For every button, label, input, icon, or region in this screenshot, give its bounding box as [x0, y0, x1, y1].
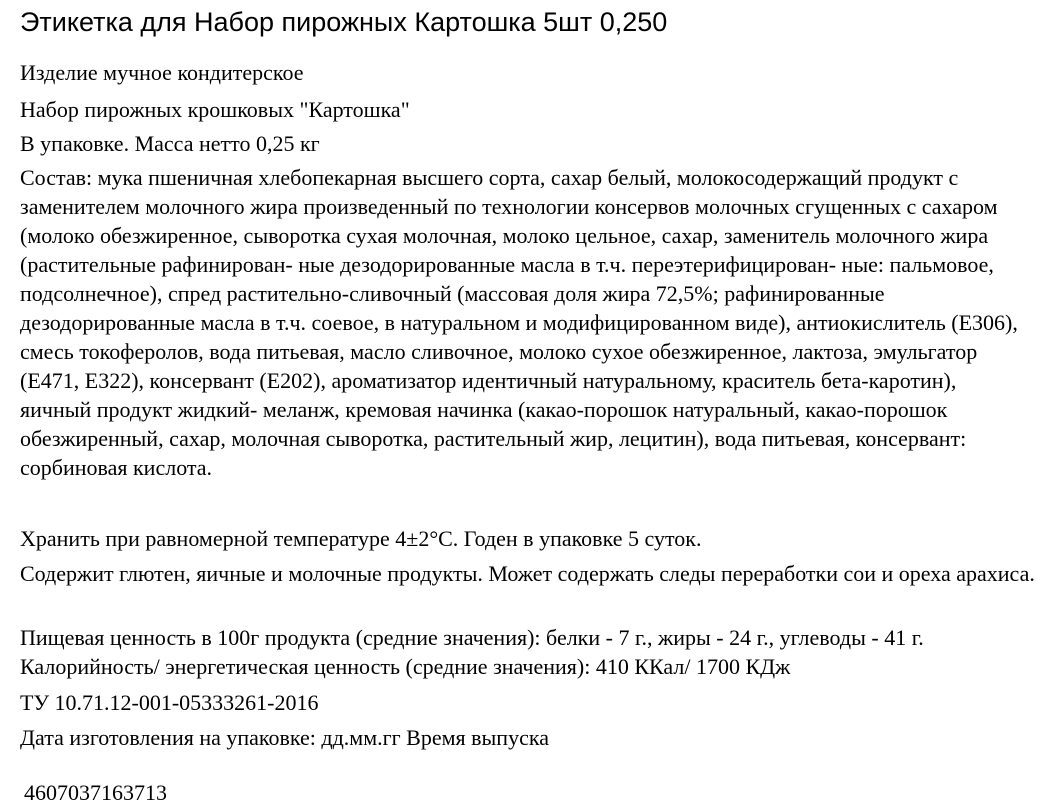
- label-title: Этикетка для Набор пирожных Картошка 5шт 0,250: [20, 7, 668, 37]
- product-name: Набор пирожных крошковых "Картошка": [20, 97, 410, 122]
- label-document: [20, 0, 1038, 805]
- product-type: Изделие мучное кондитерское: [20, 60, 304, 85]
- package-weight: В упаковке. Масса нетто 0,25 кг: [20, 131, 320, 156]
- nutrition-facts: Пищевая ценность в 100г продукта (средние значения): белки - 7 г., жиры - 24 г., углеводы - 41 г. Калорийность/ энергетическая ценность (средние значения): 410 ККал/ 1700 КДж: [20, 625, 924, 679]
- barcode-number: 4607037163713: [24, 780, 167, 805]
- composition-text: Состав: мука пшеничная хлебопекарная высшего сорта, сахар белый, молокосодержащий продукт с заменителем молочного жира произведенный по технологии консервов молочных сгущенных с сахаром (молоко обезжиренное, сыворотка сухая молочная, молоко цельное, сахар, заменитель молочного жира (растительные рафинирован- ные дезодорированные масла в т.ч. переэтерифицирован- ные: пальмовое, подсолнечное), спред растительно-сливочный (массовая доля жира 72,5%; рафинированные дезодорированные масла в т.ч. соевое, в натуральном и модифицированном виде), антиокислитель (Е306), смесь токоферолов, вода питьевая, масло сливочное, молоко сухое обезжиренное, лактоза, эмульгатор (Е471, Е322), консервант (Е202), ароматизатор идентичный натуральному, краситель бета-каротин), яичный продукт жидкий- меланж, кремовая начинка (какао-порошок натуральный, какао-порошок обезжиренный, сахар, молочная сыворотка, растительный жир, лецитин), вода питьевая, консервант: сорбиновая кислота.: [20, 165, 1018, 480]
- allergen-info: Содержит глютен, яичные и молочные продукты. Может содержать следы переработки сои и ореха арахиса.: [20, 561, 1035, 586]
- manufacture-date: Дата изготовления на упаковке: дд.мм.гг Время выпуска: [20, 725, 549, 750]
- storage-conditions: Хранить при равномерной температуре 4±2°С. Годен в упаковке 5 суток.: [20, 526, 702, 551]
- technical-spec: ТУ 10.71.12-001-05333261-2016: [20, 690, 319, 715]
